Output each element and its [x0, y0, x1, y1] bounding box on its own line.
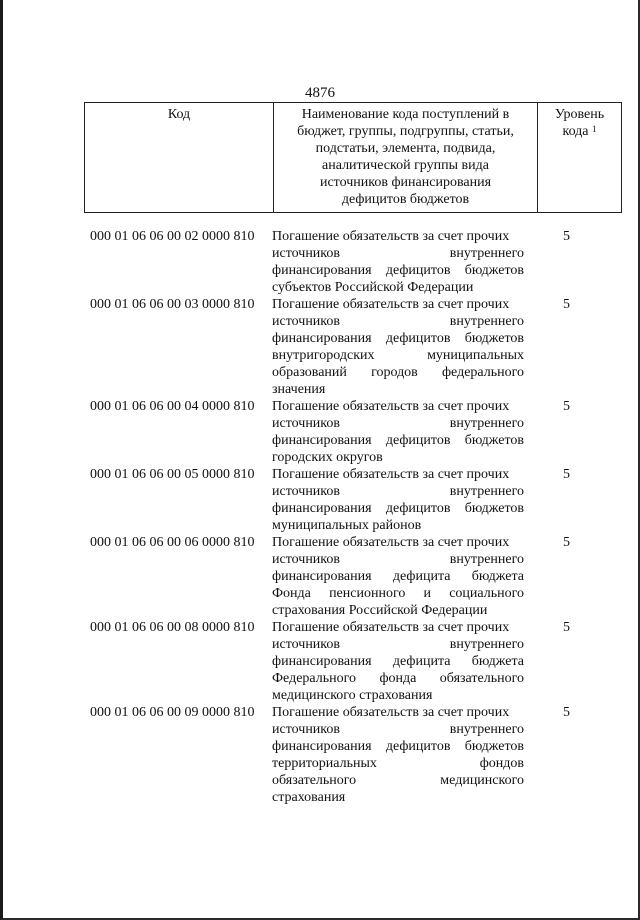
row-name-line: источников внутреннего — [272, 314, 524, 329]
row-name-line: финансирования дефицитов бюджетов — [272, 501, 524, 516]
row-name-line: Фонда пенсионного и социального — [272, 586, 524, 601]
header-name-line: подстатьи, элемента, подвида, — [315, 141, 496, 156]
row-name-line: источников внутреннего — [272, 637, 524, 652]
row-name-line: территориальных фондов — [272, 756, 524, 771]
row-level: 5 — [563, 297, 570, 312]
row-level: 5 — [563, 229, 570, 244]
row-name — [272, 704, 524, 806]
row-name-line: Погашение обязательств за счет прочих — [272, 297, 510, 312]
row-code: 000 01 06 06 00 09 0000 810 — [90, 705, 255, 720]
row-code: 000 01 06 06 00 04 0000 810 — [90, 399, 255, 414]
row-name-line: источников внутреннего — [272, 246, 524, 261]
row-name-line: Погашение обязательств за счет прочих — [272, 705, 510, 720]
row-level: 5 — [563, 535, 570, 550]
header-name — [274, 103, 538, 213]
row-name — [272, 296, 524, 398]
row-name-line: источников внутреннего — [272, 484, 524, 499]
row-name-line: страхования — [272, 790, 346, 805]
row-name-line: субъектов Российской Федерации — [272, 280, 474, 295]
row-name-line: муниципальных районов — [272, 518, 422, 533]
table-row — [90, 466, 590, 534]
row-name-line: финансирования дефицитов бюджетов — [272, 263, 524, 278]
row-name — [272, 398, 524, 466]
header-code — [85, 103, 274, 213]
row-name — [272, 466, 524, 534]
row-level: 5 — [563, 620, 570, 635]
row-name-line: Погашение обязательств за счет прочих — [272, 620, 510, 635]
row-name-line: медицинского страхования — [272, 688, 433, 703]
row-level: 5 — [563, 705, 570, 720]
row-name-line: Погашение обязательств за счет прочих — [272, 399, 510, 414]
row-code: 000 01 06 06 00 05 0000 810 — [90, 467, 255, 482]
table-row — [90, 704, 590, 806]
header-level — [538, 103, 622, 213]
row-name-line: значения — [272, 382, 326, 397]
header-name-line: источников финансирования — [319, 175, 492, 190]
row-name-line: Погашение обязательств за счет прочих — [272, 535, 510, 550]
row-name — [272, 534, 524, 619]
row-name — [272, 619, 524, 704]
row-level: 5 — [563, 399, 570, 414]
row-name-line: Федерального фонда обязательного — [272, 671, 524, 686]
row-code: 000 01 06 06 00 03 0000 810 — [90, 297, 255, 312]
header-name-lines — [276, 106, 535, 208]
table-row — [90, 619, 590, 704]
header-table — [84, 102, 622, 213]
row-name-line: финансирования дефицитов бюджетов — [272, 739, 524, 754]
header-level-footnote: 1 — [592, 124, 597, 134]
row-code: 000 01 06 06 00 02 0000 810 — [90, 229, 255, 244]
row-code: 000 01 06 06 00 08 0000 810 — [90, 620, 255, 635]
row-name-line: финансирования дефицитов бюджетов — [272, 433, 524, 448]
header-name-line: дефицитов бюджетов — [341, 192, 470, 207]
header-name-line: аналитической группы вида — [322, 158, 489, 173]
row-name-line: источников внутреннего — [272, 722, 524, 737]
table-row — [90, 398, 590, 466]
row-name-line: источников внутреннего — [272, 552, 524, 567]
table-row — [90, 228, 590, 296]
table-row — [90, 534, 590, 619]
table-row — [90, 296, 590, 398]
page-number: 4876 — [305, 85, 335, 101]
row-name-line: финансирования дефицита бюджета — [272, 654, 524, 669]
header-level-line1: Уровень — [554, 107, 605, 122]
row-name-line: внутригородских муниципальных — [272, 348, 524, 363]
row-name-line: Погашение обязательств за счет прочих — [272, 467, 510, 482]
header-name-line: бюджет, группы, подгруппы, статьи, — [297, 124, 514, 139]
header-code-label: Код — [167, 107, 191, 122]
row-name-line: образований городов федерального — [272, 365, 524, 380]
row-name-line: источников внутреннего — [272, 416, 524, 431]
row-name-line: обязательного медицинского — [272, 773, 524, 788]
row-name-line: финансирования дефицита бюджета — [272, 569, 524, 584]
row-name-line: финансирования дефицитов бюджетов — [272, 331, 524, 346]
row-name-line: Погашение обязательств за счет прочих — [272, 229, 510, 244]
rows-container — [90, 228, 590, 806]
header-name-line: Наименование кода поступлений в — [301, 107, 510, 122]
row-level: 5 — [563, 467, 570, 482]
row-code: 000 01 06 06 00 06 0000 810 — [90, 535, 255, 550]
row-name-line: страхования Российской Федерации — [272, 603, 488, 618]
header-level-kod: кода — [562, 124, 589, 139]
header-row — [85, 103, 622, 213]
header-level-line2 — [540, 123, 619, 140]
row-name-line: городских округов — [272, 450, 383, 465]
row-name — [272, 228, 524, 296]
